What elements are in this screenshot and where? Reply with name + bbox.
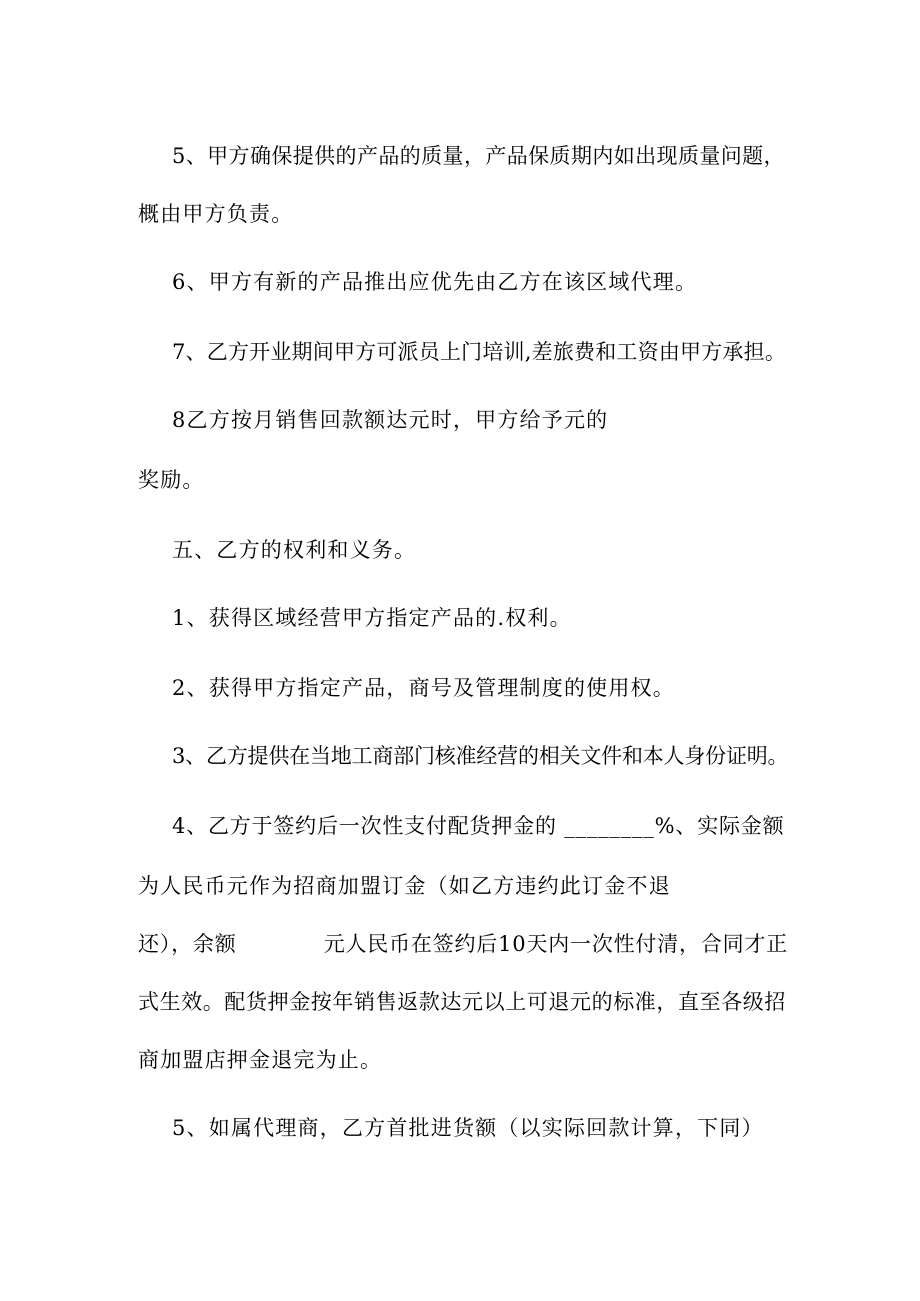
paragraph-a8-line-2: 奖励。 [138,468,205,492]
paragraph-a6: 6、甲方有新的产品推出应优先由乙方在该区域代理。 [172,270,698,294]
paragraph-b4-line-5: 商加盟店押金退完为止。 [138,1048,383,1072]
paragraph-b4-line-3: 还），余额 元人民币在签约后10天内一次性付清，合同才正 [138,932,789,956]
paragraph-b1: 1、获得区域经营甲方指定产品的.权利。 [172,606,572,630]
paragraph-b4-line-2: 为人民币元作为招商加盟订金（如乙方违约此订金不退 [138,874,671,898]
paragraph-b3: 3、乙方提供在当地工商部门核准经营的相关文件和本人身份证明。 [172,744,789,768]
paragraph-b5: 5、如属代理商，乙方首批进货额（以实际回款计算，下同） [172,1116,764,1140]
section-heading-5: 五、乙方的权利和义务。 [172,538,417,562]
paragraph-b4-line-4: 式生效。配货押金按年销售返款达元以上可退元的标准，直至各级招 [138,990,786,1014]
paragraph-b2: 2、获得甲方指定产品，商号及管理制度的使用权。 [172,676,675,700]
paragraph-b4-line-1: 4、乙方于签约后一次性支付配货押金的 ________%、实际金额 [172,814,785,838]
paragraph-a5-line-2: 概由甲方负责。 [138,202,294,226]
paragraph-a8-line-1: 8乙方按月销售回款额达元时，甲方给予元的 [172,408,609,432]
paragraph-a7: 7、乙方开业期间甲方可派员上门培训,差旅费和工资由甲方承担。 [172,340,787,364]
paragraph-a5-line-1: 5、甲方确保提供的产品的质量，产品保质期内如出现质量问题， [172,144,785,168]
